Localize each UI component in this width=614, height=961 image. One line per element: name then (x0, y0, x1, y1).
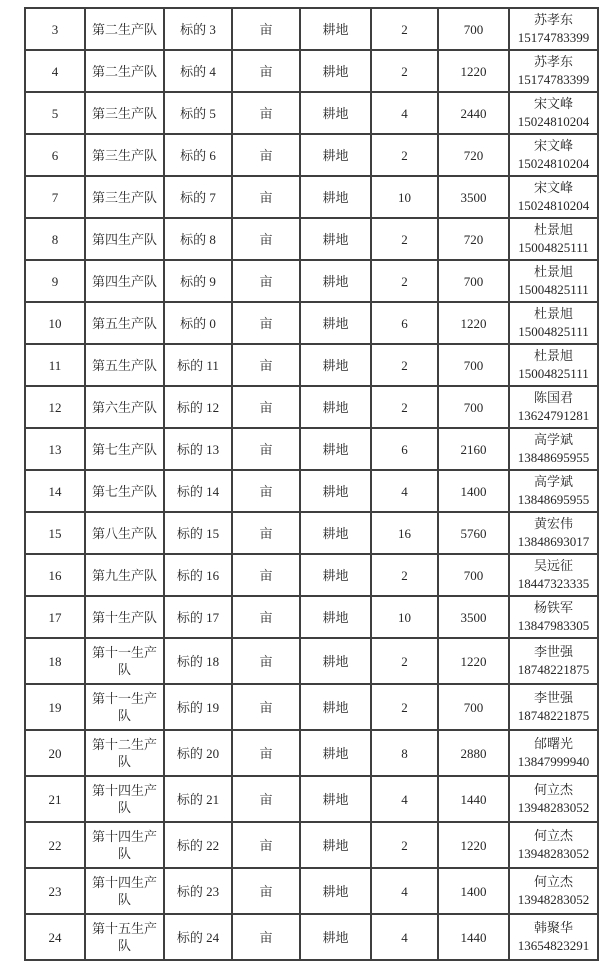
land-bidding-table (24, 7, 599, 961)
cell-row-number: 3 (25, 8, 85, 50)
cell-price: 2440 (438, 92, 509, 134)
cell-production-team: 第五生产队 (85, 302, 164, 344)
cell-land-type: 耕地 (300, 512, 371, 554)
cell-price: 1400 (438, 868, 509, 914)
cell-quantity: 2 (371, 218, 438, 260)
contact-name: 苏孝东 (533, 12, 573, 27)
cell-land-type: 耕地 (300, 822, 371, 868)
cell-quantity: 2 (371, 8, 438, 50)
contact-phone: 13847999940 (517, 754, 590, 769)
cell-production-team: 第十一生产队 (85, 684, 164, 730)
cell-subject: 标的 18 (164, 638, 232, 684)
cell-land-type: 耕地 (300, 386, 371, 428)
cell-unit: 亩 (232, 302, 300, 344)
cell-row-number: 5 (25, 92, 85, 134)
cell-subject: 标的 15 (164, 512, 232, 554)
cell-production-team: 第四生产队 (85, 260, 164, 302)
contact-phone: 18447323335 (517, 576, 590, 591)
cell-row-number: 14 (25, 470, 85, 512)
cell-subject: 标的 16 (164, 554, 232, 596)
cell-quantity: 4 (371, 776, 438, 822)
table-row (25, 428, 598, 470)
contact-phone: 13848695955 (517, 450, 590, 465)
cell-subject: 标的 7 (164, 176, 232, 218)
cell-unit: 亩 (232, 554, 300, 596)
cell-price: 700 (438, 8, 509, 50)
cell-quantity: 4 (371, 868, 438, 914)
cell-subject: 标的 21 (164, 776, 232, 822)
contact-name: 杜景旭 (533, 306, 573, 321)
cell-quantity: 4 (371, 914, 438, 960)
cell-subject: 标的 9 (164, 260, 232, 302)
cell-land-type: 耕地 (300, 730, 371, 776)
cell-row-number: 15 (25, 512, 85, 554)
table-row (25, 386, 598, 428)
cell-unit: 亩 (232, 822, 300, 868)
contact-name: 韩聚华 (533, 920, 573, 935)
cell-row-number: 7 (25, 176, 85, 218)
cell-production-team: 第三生产队 (85, 176, 164, 218)
contact-phone: 15004825111 (518, 366, 589, 381)
cell-row-number: 10 (25, 302, 85, 344)
cell-subject: 标的 17 (164, 596, 232, 638)
cell-unit: 亩 (232, 684, 300, 730)
contact-phone: 15004825111 (518, 324, 589, 339)
cell-price: 3500 (438, 596, 509, 638)
contact-name: 李世强 (533, 690, 573, 705)
contact-name: 杨铁军 (533, 600, 573, 615)
cell-contact (509, 822, 598, 868)
contact-name: 宋文峰 (533, 138, 573, 153)
cell-unit: 亩 (232, 428, 300, 470)
cell-row-number: 11 (25, 344, 85, 386)
contact-name: 李世强 (533, 644, 573, 659)
cell-unit: 亩 (232, 176, 300, 218)
cell-production-team: 第七生产队 (85, 428, 164, 470)
table-row (25, 260, 598, 302)
cell-production-team: 第二生产队 (85, 8, 164, 50)
cell-production-team: 第二生产队 (85, 50, 164, 92)
cell-contact (509, 176, 598, 218)
cell-contact (509, 914, 598, 960)
cell-quantity: 2 (371, 638, 438, 684)
cell-subject: 标的 12 (164, 386, 232, 428)
contact-phone: 13948283052 (517, 892, 590, 907)
cell-subject: 标的 22 (164, 822, 232, 868)
cell-row-number: 20 (25, 730, 85, 776)
cell-land-type: 耕地 (300, 260, 371, 302)
contact-name: 何立杰 (533, 828, 573, 843)
table-row (25, 638, 598, 684)
cell-production-team: 第十四生产队 (85, 822, 164, 868)
table-row (25, 470, 598, 512)
cell-land-type: 耕地 (300, 134, 371, 176)
cell-contact (509, 776, 598, 822)
cell-price: 700 (438, 554, 509, 596)
cell-price: 1220 (438, 822, 509, 868)
cell-contact (509, 134, 598, 176)
contact-phone: 15004825111 (518, 240, 589, 255)
cell-quantity: 2 (371, 684, 438, 730)
cell-quantity: 2 (371, 822, 438, 868)
cell-price: 1400 (438, 470, 509, 512)
cell-row-number: 21 (25, 776, 85, 822)
cell-production-team: 第五生产队 (85, 344, 164, 386)
cell-price: 2880 (438, 730, 509, 776)
cell-price: 1220 (438, 638, 509, 684)
cell-subject: 标的 11 (164, 344, 232, 386)
cell-subject: 标的 14 (164, 470, 232, 512)
cell-subject: 标的 6 (164, 134, 232, 176)
cell-land-type: 耕地 (300, 8, 371, 50)
cell-contact (509, 8, 598, 50)
cell-contact (509, 386, 598, 428)
cell-unit: 亩 (232, 596, 300, 638)
contact-phone: 18748221875 (517, 662, 590, 677)
cell-contact (509, 302, 598, 344)
contact-phone: 15174783399 (517, 30, 590, 45)
cell-unit: 亩 (232, 638, 300, 684)
cell-price: 700 (438, 344, 509, 386)
cell-row-number: 17 (25, 596, 85, 638)
cell-production-team: 第八生产队 (85, 512, 164, 554)
cell-subject: 标的 19 (164, 684, 232, 730)
cell-production-team: 第十一生产队 (85, 638, 164, 684)
cell-production-team: 第四生产队 (85, 218, 164, 260)
cell-contact (509, 260, 598, 302)
cell-land-type: 耕地 (300, 868, 371, 914)
cell-subject: 标的 13 (164, 428, 232, 470)
cell-quantity: 10 (371, 596, 438, 638)
cell-unit: 亩 (232, 92, 300, 134)
cell-price: 1220 (438, 302, 509, 344)
contact-phone: 13624791281 (517, 408, 590, 423)
cell-contact (509, 554, 598, 596)
cell-land-type: 耕地 (300, 428, 371, 470)
cell-production-team: 第十二生产队 (85, 730, 164, 776)
cell-contact (509, 50, 598, 92)
cell-contact (509, 428, 598, 470)
contact-name: 杜景旭 (533, 222, 573, 237)
cell-quantity: 2 (371, 50, 438, 92)
cell-unit: 亩 (232, 50, 300, 92)
cell-row-number: 24 (25, 914, 85, 960)
cell-price: 3500 (438, 176, 509, 218)
contact-name: 杜景旭 (533, 264, 573, 279)
cell-land-type: 耕地 (300, 344, 371, 386)
cell-row-number: 23 (25, 868, 85, 914)
contact-name: 宋文峰 (533, 96, 573, 111)
cell-subject: 标的 20 (164, 730, 232, 776)
cell-production-team: 第十生产队 (85, 596, 164, 638)
cell-price: 720 (438, 218, 509, 260)
cell-price: 2160 (438, 428, 509, 470)
table-row (25, 8, 598, 50)
contact-phone: 13948283052 (517, 846, 590, 861)
cell-unit: 亩 (232, 914, 300, 960)
cell-subject: 标的 4 (164, 50, 232, 92)
cell-land-type: 耕地 (300, 50, 371, 92)
cell-quantity: 2 (371, 134, 438, 176)
table-row (25, 302, 598, 344)
cell-production-team: 第六生产队 (85, 386, 164, 428)
cell-unit: 亩 (232, 776, 300, 822)
cell-land-type: 耕地 (300, 684, 371, 730)
cell-price: 720 (438, 134, 509, 176)
cell-unit: 亩 (232, 218, 300, 260)
cell-production-team: 第九生产队 (85, 554, 164, 596)
cell-quantity: 6 (371, 428, 438, 470)
cell-quantity: 6 (371, 302, 438, 344)
cell-subject: 标的 23 (164, 868, 232, 914)
table-row (25, 50, 598, 92)
cell-subject: 标的 8 (164, 218, 232, 260)
table-row (25, 176, 598, 218)
cell-land-type: 耕地 (300, 638, 371, 684)
table-row (25, 554, 598, 596)
cell-production-team: 第十四生产队 (85, 868, 164, 914)
cell-land-type: 耕地 (300, 218, 371, 260)
table-row (25, 730, 598, 776)
contact-name: 何立杰 (533, 782, 573, 797)
contact-phone: 13654823291 (517, 938, 590, 953)
cell-unit: 亩 (232, 8, 300, 50)
table-row (25, 134, 598, 176)
contact-name: 高学斌 (533, 432, 573, 447)
cell-unit: 亩 (232, 134, 300, 176)
contact-name: 苏孝东 (533, 54, 573, 69)
table-row (25, 822, 598, 868)
cell-row-number: 4 (25, 50, 85, 92)
cell-row-number: 9 (25, 260, 85, 302)
cell-land-type: 耕地 (300, 776, 371, 822)
contact-name: 吴远征 (533, 558, 573, 573)
cell-quantity: 2 (371, 386, 438, 428)
cell-subject: 标的 3 (164, 8, 232, 50)
contact-phone: 13847983305 (517, 618, 590, 633)
cell-land-type: 耕地 (300, 554, 371, 596)
table-row (25, 776, 598, 822)
cell-quantity: 2 (371, 344, 438, 386)
contact-phone: 15024810204 (517, 198, 590, 213)
contact-name: 杜景旭 (533, 348, 573, 363)
contact-name: 黄宏伟 (533, 516, 573, 531)
cell-land-type: 耕地 (300, 176, 371, 218)
contact-name: 宋文峰 (533, 180, 573, 195)
contact-name: 高学斌 (533, 474, 573, 489)
cell-quantity: 16 (371, 512, 438, 554)
contact-phone: 13948283052 (517, 800, 590, 815)
cell-price: 1220 (438, 50, 509, 92)
contact-phone: 13848695955 (517, 492, 590, 507)
cell-contact (509, 470, 598, 512)
cell-quantity: 4 (371, 470, 438, 512)
contact-phone: 18748221875 (517, 708, 590, 723)
cell-production-team: 第三生产队 (85, 134, 164, 176)
cell-production-team: 第十五生产队 (85, 914, 164, 960)
cell-unit: 亩 (232, 386, 300, 428)
cell-quantity: 2 (371, 260, 438, 302)
cell-production-team: 第十四生产队 (85, 776, 164, 822)
table-row (25, 344, 598, 386)
cell-price: 700 (438, 260, 509, 302)
cell-price: 5760 (438, 512, 509, 554)
cell-contact (509, 638, 598, 684)
cell-contact (509, 512, 598, 554)
table-row (25, 596, 598, 638)
table-row (25, 684, 598, 730)
cell-quantity: 2 (371, 554, 438, 596)
cell-subject: 标的 0 (164, 302, 232, 344)
cell-land-type: 耕地 (300, 596, 371, 638)
cell-contact (509, 730, 598, 776)
cell-price: 1440 (438, 776, 509, 822)
table-row (25, 914, 598, 960)
cell-land-type: 耕地 (300, 302, 371, 344)
cell-row-number: 8 (25, 218, 85, 260)
contact-phone: 13848693017 (517, 534, 590, 549)
contact-phone: 15004825111 (518, 282, 589, 297)
table-row (25, 868, 598, 914)
cell-quantity: 8 (371, 730, 438, 776)
cell-price: 700 (438, 684, 509, 730)
table-row (25, 512, 598, 554)
cell-quantity: 10 (371, 176, 438, 218)
cell-unit: 亩 (232, 868, 300, 914)
cell-production-team: 第七生产队 (85, 470, 164, 512)
cell-subject: 标的 5 (164, 92, 232, 134)
cell-row-number: 19 (25, 684, 85, 730)
cell-unit: 亩 (232, 344, 300, 386)
cell-row-number: 13 (25, 428, 85, 470)
cell-unit: 亩 (232, 512, 300, 554)
cell-unit: 亩 (232, 260, 300, 302)
cell-price: 1440 (438, 914, 509, 960)
cell-land-type: 耕地 (300, 470, 371, 512)
cell-production-team: 第三生产队 (85, 92, 164, 134)
cell-contact (509, 344, 598, 386)
cell-price: 700 (438, 386, 509, 428)
contact-phone: 15024810204 (517, 114, 590, 129)
cell-row-number: 12 (25, 386, 85, 428)
cell-subject: 标的 24 (164, 914, 232, 960)
cell-row-number: 18 (25, 638, 85, 684)
table-row (25, 218, 598, 260)
contact-phone: 15174783399 (517, 72, 590, 87)
cell-row-number: 16 (25, 554, 85, 596)
cell-contact (509, 218, 598, 260)
cell-quantity: 4 (371, 92, 438, 134)
cell-land-type: 耕地 (300, 92, 371, 134)
contact-phone: 15024810204 (517, 156, 590, 171)
cell-contact (509, 596, 598, 638)
cell-land-type: 耕地 (300, 914, 371, 960)
cell-row-number: 6 (25, 134, 85, 176)
cell-row-number: 22 (25, 822, 85, 868)
cell-unit: 亩 (232, 730, 300, 776)
cell-contact (509, 92, 598, 134)
contact-name: 何立杰 (533, 874, 573, 889)
contact-name: 邰曙光 (533, 736, 573, 751)
cell-unit: 亩 (232, 470, 300, 512)
contact-name: 陈国君 (533, 390, 573, 405)
cell-contact (509, 868, 598, 914)
cell-contact (509, 684, 598, 730)
table-row (25, 92, 598, 134)
